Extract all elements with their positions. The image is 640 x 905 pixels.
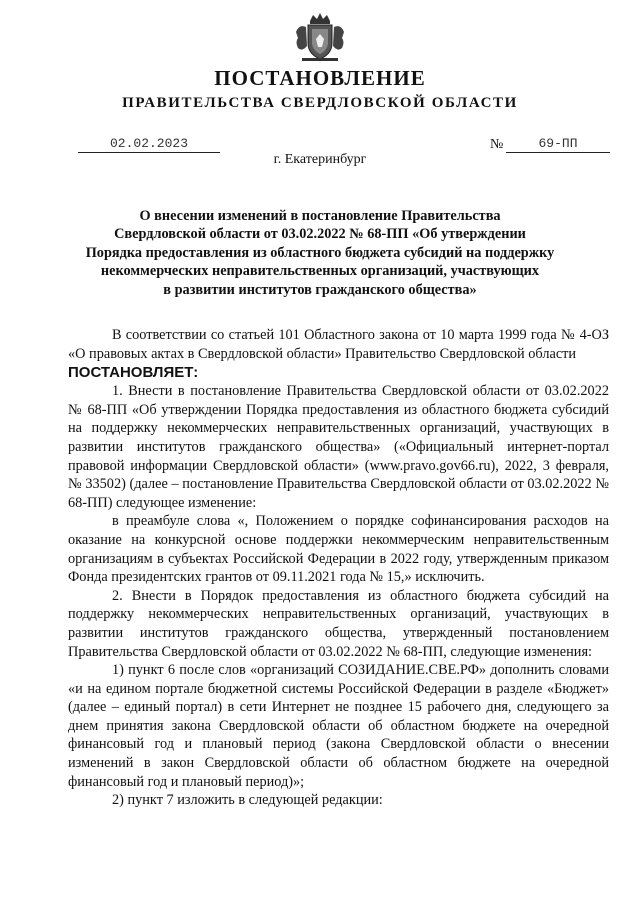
document-body — [68, 326, 609, 810]
heading-line: в развитии институтов гражданского общества» — [163, 281, 477, 298]
document-subtitle: ПРАВИТЕЛЬСТВА СВЕРДЛОВСКОЙ ОБЛАСТИ — [122, 95, 518, 111]
city: г. Екатеринбург — [273, 152, 367, 167]
paragraph-2-item-1: 1) пункт 6 после слов «организаций СОЗИДАНИЕ.СВЕ.РФ» дополнить словами «и на едином портале бюджетной системы Российской Федерации в разделе «Бюджет» (далее – единый портал) в сети Интернет не позднее 15 рабочего дня, следующего за днем принятия закона Свердловской области об областном бюджете на очередной финансовый год и плановый период (закона Свердловской области о внесении изменений в закон Свердловской области об областном бюджете на очередной финансовый год и плановый период)»; — [68, 662, 609, 790]
paragraph-1-amendment: в преамбуле слова «, Положением о порядке софинансирования расходов на оказание на конкурсной основе поддержки некоммерческим неправительственным организациям в субъектах Российской Федерации в 2022 году, утвержденным приказом Фонда президентских грантов от 09.11.2021 года № 15,» исключить. — [68, 513, 609, 586]
paragraph-2: 2. Внести в Порядок предоставления из областного бюджета субсидий на поддержку некоммерческих неправительственных организаций, участвующих в развитии институтов гражданского общества, утвержденный постановлением Правительства Свердловской области от 03.02.2022 № 68-ПП, следующие изменения: — [68, 587, 609, 660]
paragraph-2-item-2: 2) пункт 7 изложить в следующей редакции: — [112, 792, 383, 809]
intro-paragraph: В соответствии со статьей 101 Областного закона от 10 марта 1999 года № 4-ОЗ «О правовых актах в Свердловской области» Правительство Свердловской области — [68, 327, 609, 362]
heading-line: Свердловской области от 03.02.2022 № 68-ПП «Об утверждении — [114, 226, 526, 243]
paragraph-1: 1. Внести в постановление Правительства Свердловской области от 03.02.2022 № 68-ПП «Об утверждении Порядка предоставления из областного бюджета субсидий на поддержку некоммерческих неправительственных организаций, участвующих в развитии институтов гражданского общества» («Официальный интернет-портал правовой информации Свердловской области» (www.pravo.gov66.ru), 2022, 3 февраля, № 33502) (далее – постановление Правительства Свердловской области от 03.02.2022 № 68-ПП) следующее изменение: — [68, 383, 609, 511]
number-label: № — [490, 137, 504, 152]
document-date: 02.02.2023 — [78, 136, 220, 153]
heading-line: некоммерческих неправительственных организаций, участвующих — [100, 263, 540, 280]
heading-line: О внесении изменений в постановление Правительства — [139, 208, 501, 224]
coat-of-arms-icon — [293, 12, 347, 64]
document-number: 69-ПП — [506, 136, 610, 153]
document-heading — [70, 207, 570, 299]
decree-word: ПОСТАНОВЛЯЕТ: — [68, 364, 199, 382]
heading-line: Порядка предоставления из областного бюджета субсидий на поддержку — [85, 244, 555, 261]
document-title: ПОСТАНОВЛЕНИЕ — [214, 66, 426, 90]
